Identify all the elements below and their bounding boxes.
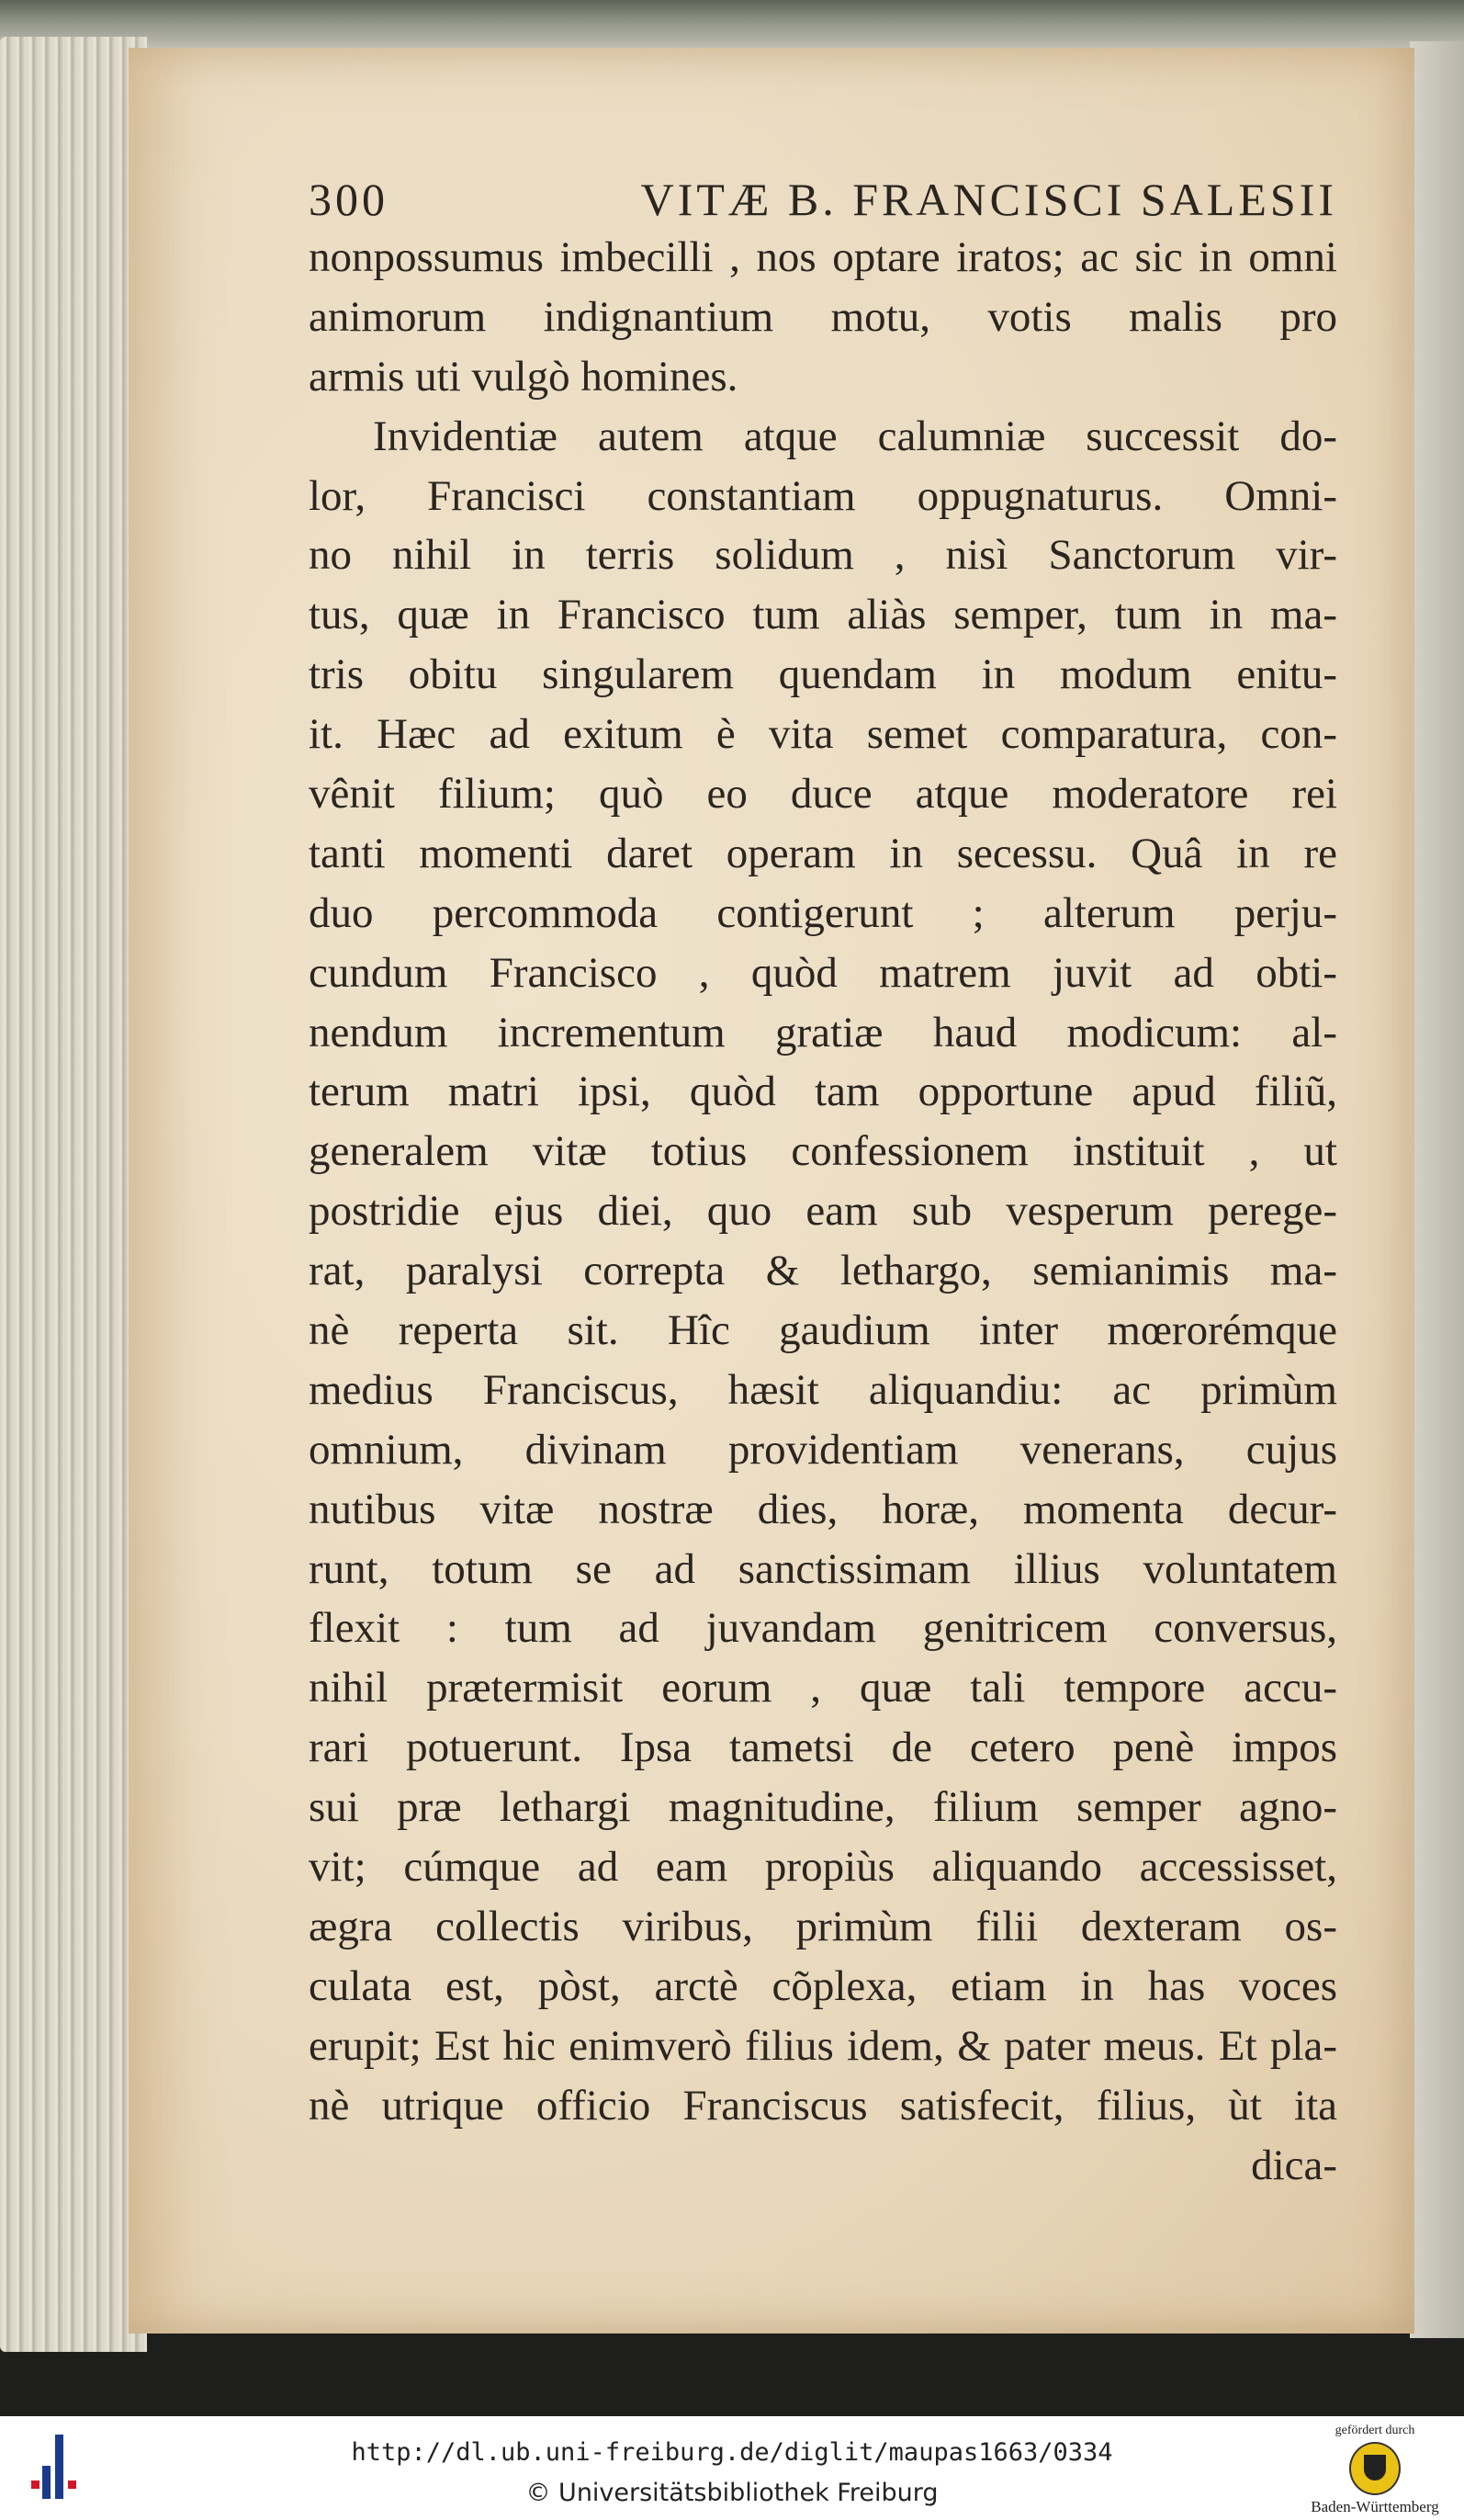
document-url[interactable]: http://dl.ub.uni-freiburg.de/diglit/maupas1663/0334 bbox=[351, 2438, 1113, 2467]
text-line: animorum indignantium motu, votis malis pro bbox=[309, 292, 1337, 341]
text-line: nihil prætermisit eorum , quæ tali tempore accu- bbox=[309, 1664, 1337, 1712]
running-title: VITÆ B. FRANCISCI SALESII bbox=[640, 174, 1337, 225]
text-line: rari potuerunt. Ipsa tametsi de cetero penè impos bbox=[309, 1723, 1337, 1772]
text-line: it. Hæc ad exitum è vita semet comparatura, con- bbox=[309, 710, 1337, 759]
sponsor-badge bbox=[1306, 2422, 1444, 2517]
text-line: nonpossumus imbecilli , nos optare iratos; ac sic in omni bbox=[309, 233, 1337, 281]
text-line: runt, totum se ad sanctissimam illius voluntatem bbox=[309, 1544, 1337, 1593]
viewer-footer bbox=[0, 2416, 1464, 2520]
sponsor-name: Baden-Württemberg bbox=[1311, 2498, 1439, 2515]
text-line: cundum Francisco , quòd matrem juvit ad obti- bbox=[309, 948, 1337, 997]
text-line: rat, paralysi correpta & lethargo, semianimis ma- bbox=[309, 1247, 1337, 1295]
running-head bbox=[309, 171, 1337, 228]
text-line: tanti momenti daret operam in secessu. Quâ in re bbox=[309, 829, 1337, 877]
text-line: medius Franciscus, hæsit aliquandiu: ac primùm bbox=[309, 1365, 1337, 1414]
text-line: nè utrique officio Franciscus satisfecit, filius, ùt ita bbox=[309, 2081, 1337, 2130]
page-text-block bbox=[309, 171, 1337, 2195]
copyright-notice: © Universitätsbibliothek Freiburg bbox=[525, 2479, 939, 2507]
text-line: flexit : tum ad juvandam genitricem conversus, bbox=[309, 1604, 1337, 1653]
page-number: 300 bbox=[309, 174, 389, 225]
text-line: generalem vitæ totius confessionem instituit , ut bbox=[309, 1127, 1337, 1176]
text-line: armis uti vulgò homines. bbox=[309, 352, 738, 401]
text-line: sui præ lethargi magnitudine, filium semper agno- bbox=[309, 1783, 1337, 1832]
text-line: nutibus vitæ nostræ dies, horæ, momenta decur- bbox=[309, 1485, 1337, 1533]
text-line: terum matri ipsi, quòd tam opportune apud filiũ, bbox=[309, 1068, 1337, 1116]
text-line: culata est, pòst, arctè cõplexa, etiam in has voces bbox=[309, 1961, 1337, 2010]
text-line: erupit; Est hic enimverò filius idem, & pater meus. Et pla- bbox=[309, 2021, 1337, 2070]
page-stack-edge bbox=[0, 37, 147, 2352]
text-line: duo percommoda contigerunt ; alterum perju- bbox=[309, 888, 1337, 937]
text-line: ægra collectis viribus, primùm filii dexteram os- bbox=[309, 1902, 1337, 1950]
text-line: dica- bbox=[1251, 2141, 1337, 2189]
facing-page-edge bbox=[1410, 41, 1464, 2338]
text-line: vênit filium; quò eo duce atque moderatore rei bbox=[309, 770, 1337, 819]
text-line: tus, quæ in Francisco tum aliàs semper, tum in ma- bbox=[309, 591, 1337, 639]
state-crest-icon bbox=[1349, 2442, 1401, 2495]
text-line: Invidentiæ autem atque calumniæ successit do- bbox=[373, 412, 1337, 460]
text-line: tris obitu singularem quendam in modum enitu- bbox=[309, 650, 1337, 699]
book-top-edge bbox=[0, 0, 1464, 51]
text-line: omnium, divinam providentiam venerans, cujus bbox=[309, 1425, 1337, 1474]
text-line: no nihil in terris solidum , nisì Sanctorum vir- bbox=[309, 531, 1337, 580]
text-line: postridie ejus diei, quo eam sub vesperum perege- bbox=[309, 1187, 1337, 1236]
text-line: lor, Francisci constantiam oppugnaturus. Omni- bbox=[309, 471, 1337, 520]
text-line: nè reperta sit. Hîc gaudium inter mœrorémque bbox=[309, 1306, 1337, 1355]
text-line: nendum incrementum gratiæ haud modicum: al- bbox=[309, 1008, 1337, 1057]
text-line: vit; cúmque ad eam propiùs aliquando accessisset, bbox=[309, 1843, 1337, 1892]
sponsor-label: gefördert durch bbox=[1334, 2424, 1415, 2437]
body-text bbox=[309, 228, 1337, 2195]
